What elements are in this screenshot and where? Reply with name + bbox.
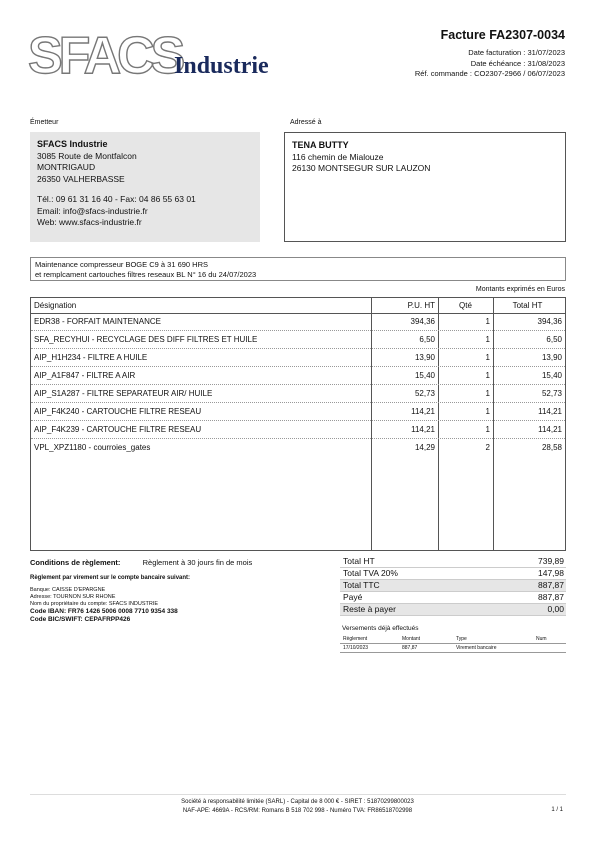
row-designation: AIP_F4K240 - CARTOUCHE FILTRE RESEAU — [34, 407, 202, 416]
footer-divider — [30, 794, 566, 795]
row-designation: VPL_XPZ1180 - courroies_gates — [34, 443, 151, 452]
total-label: Total TVA 20% — [343, 568, 398, 578]
total-value: 887,87 — [538, 580, 564, 590]
payments-header-type: Type — [456, 636, 467, 642]
conditions-label: Conditions de règlement: — [30, 558, 121, 567]
emitter-web: Web: www.sfacs-industrie.fr — [37, 217, 142, 227]
recipient-address2: 26130 MONTSEGUR SUR LAUZON — [292, 163, 431, 173]
ref-commande: Réf. commande : CO2307-2966 / 06/07/2023 — [414, 69, 565, 78]
row-total: 15,40 — [541, 371, 562, 380]
table-row — [31, 331, 565, 349]
footer-legal-line2: NAF-APE: 4669A - RCS/RM: Romans B 518 702 998 - Numéro TVA: FR86518702998 — [182, 808, 413, 814]
row-designation: SFA_RECYHUI - RECYCLAGE DES DIFF FILTRES ET HUILE — [34, 335, 258, 344]
emitter-address1: 3085 Route de Montfalcon — [37, 150, 137, 161]
row-total: 394,36 — [537, 317, 562, 326]
bank-iban: Code IBAN: FR76 1426 5006 0008 7710 9354 338 — [30, 608, 178, 615]
header-qte: Qté — [459, 301, 472, 310]
recipient-box — [284, 132, 566, 242]
table-row — [31, 403, 565, 421]
emitter-phone: Tél.: 09 61 31 16 40 - Fax: 04 86 55 63 01 — [37, 194, 196, 204]
bank-bic: Code BIC/SWIFT: CEPAFRPP426 — [30, 616, 131, 623]
total-label: Reste à payer — [343, 604, 396, 614]
total-label: Total TTC — [343, 580, 380, 590]
header-pu: P.U. HT — [407, 301, 435, 310]
row-qte: 1 — [485, 371, 490, 380]
row-total: 114,21 — [538, 425, 562, 434]
payment-conditions — [30, 558, 330, 567]
table-body — [31, 313, 565, 456]
emitter-address3: 26350 VALHERBASSE — [37, 173, 125, 184]
items-table — [30, 297, 566, 551]
row-qte: 1 — [485, 353, 490, 362]
row-total: 114,21 — [538, 407, 562, 416]
payments-title: Versements déjà effectués — [342, 625, 419, 632]
payments-table — [340, 635, 566, 653]
conditions-value: Règlement à 30 jours fin de mois — [142, 558, 253, 567]
total-value: 147,98 — [538, 568, 564, 578]
footer-legal-line1: Société à responsabilité limitée (SARL) - Capital de 8 000 € - SIRET : 51870299800023 — [181, 799, 414, 805]
footer — [0, 798, 595, 816]
bank-details — [30, 587, 178, 624]
invoice-description — [30, 257, 566, 281]
row-qte: 1 — [485, 407, 490, 416]
table-row — [31, 439, 565, 456]
table-row — [31, 421, 565, 439]
total-value: 887,87 — [538, 592, 564, 602]
total-row-tva — [340, 568, 566, 580]
emitter-box — [30, 132, 260, 242]
row-total: 13,90 — [541, 353, 562, 362]
row-pu: 6,50 — [419, 335, 435, 344]
payment-row — [340, 644, 566, 653]
header-designation: Désignation — [34, 301, 77, 310]
emitter-address2: MONTRIGAUD — [37, 162, 96, 172]
table-row — [31, 385, 565, 403]
invoice-title: Facture FA2307-0034 — [440, 28, 565, 42]
date-echeance: Date échéance : 31/08/2023 — [470, 58, 565, 68]
row-designation: EDR38 - FORFAIT MAINTENANCE — [34, 317, 161, 326]
row-pu: 13,90 — [414, 353, 435, 362]
description-line1: Maintenance compresseur BOGE C9 à 31 690 HRS — [35, 260, 209, 269]
payments-header-reglement: Règlement — [343, 636, 368, 642]
table-row — [31, 367, 565, 385]
recipient-address1: 116 chemin de Mialouze — [292, 151, 384, 162]
totals-block — [340, 556, 566, 616]
page-number: 1 / 1 — [551, 807, 563, 813]
bank-owner: Nom du propriétaire du compte: SFACS INDUSTRIE — [30, 601, 159, 607]
row-designation: AIP_S1A287 - FILTRE SEPARATEUR AIR/ HUILE — [34, 389, 213, 398]
row-pu: 15,40 — [414, 371, 435, 380]
logo-industrie-text: Industrie — [174, 53, 269, 79]
date-facturation: Date facturation : 31/07/2023 — [468, 48, 565, 57]
description-line2: et remplcament cartouches filtres reseaux BL N° 16 du 24/07/2023 — [35, 270, 257, 279]
row-qte: 1 — [485, 317, 490, 326]
row-pu: 52,73 — [414, 389, 435, 398]
row-pu: 394,36 — [410, 317, 435, 326]
invoice-meta — [415, 48, 565, 80]
bank-title: Règlement par virement sur le compte bancaire suivant: — [30, 575, 191, 581]
total-label: Payé — [343, 592, 363, 602]
row-total: 28,58 — [541, 443, 562, 452]
total-row-ht — [340, 556, 566, 568]
table-row — [31, 313, 565, 331]
row-qte: 1 — [485, 425, 490, 434]
total-value: 0,00 — [547, 604, 564, 614]
row-qte: 1 — [485, 335, 490, 344]
total-row-ttc — [340, 580, 566, 592]
row-designation: AIP_H1H234 - FILTRE A HUILE — [34, 353, 148, 362]
row-designation: AIP_A1F847 - FILTRE A AIR — [34, 371, 136, 380]
payments-header — [340, 635, 566, 644]
payments-header-montant: Montant — [402, 636, 421, 642]
emitter-label: Émetteur — [30, 119, 59, 126]
total-row-reste — [340, 604, 566, 616]
total-row-paye — [340, 592, 566, 604]
emitter-email: Email: info@sfacs-industrie.fr — [37, 205, 148, 216]
bank-name: Banque: CAISSE D'EPARGNE — [30, 587, 106, 593]
total-label: Total HT — [343, 556, 375, 566]
bank-address: Adresse: TOURNON SUR RHONE — [30, 594, 116, 600]
header-total: Total HT — [512, 301, 543, 310]
row-pu: 114,21 — [411, 425, 435, 434]
table-header — [31, 298, 565, 314]
row-pu: 14,29 — [414, 443, 435, 452]
logo-sfacs-text: SFACS — [28, 27, 182, 85]
recipient-label: Adressé à — [290, 119, 322, 126]
company-logo — [28, 27, 288, 85]
row-qte: 1 — [485, 389, 490, 398]
row-pu: 114,21 — [411, 407, 435, 416]
total-value: 739,89 — [538, 556, 564, 566]
payments-header-num: Num — [536, 636, 547, 642]
row-designation: AIP_F4K239 - CARTOUCHE FILTRE RESEAU — [34, 425, 202, 434]
row-total: 52,73 — [541, 389, 562, 398]
emitter-name: SFACS Industrie — [37, 139, 108, 149]
payment-amount: 887,87 — [402, 645, 418, 651]
payment-date: 17/10/2023 — [343, 645, 369, 651]
recipient-name: TENA BUTTY — [292, 140, 349, 150]
table-row — [31, 349, 565, 367]
currency-note: Montants exprimés en Euros — [475, 286, 565, 293]
row-qte: 2 — [485, 443, 490, 452]
row-total: 6,50 — [546, 335, 562, 344]
payment-type: Virement bancaire — [456, 645, 497, 651]
